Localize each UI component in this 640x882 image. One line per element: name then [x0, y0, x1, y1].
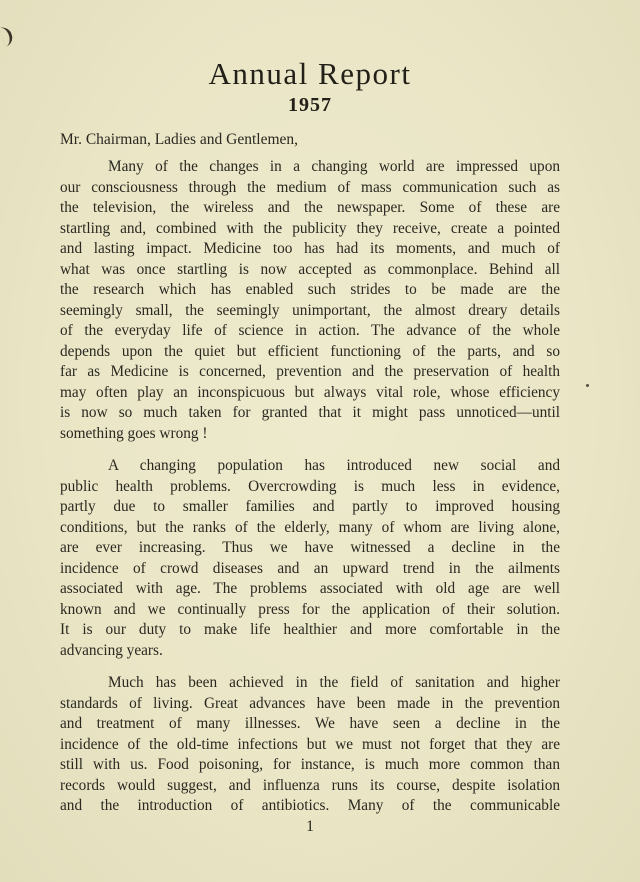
paragraph-line: something goes wrong !	[60, 424, 208, 442]
paragraph-line: startling and, combined with the publicity they receive, create a pointed	[60, 219, 560, 237]
paragraph-line: and the introduction of antibiotics. Many of the communicable	[60, 797, 560, 814]
paragraph-line: A changing population has introduced new social and	[108, 457, 560, 474]
paragraph-3	[60, 673, 560, 817]
paragraph-line: what was once startling is now accepted as commonplace. Behind all	[60, 260, 560, 278]
paragraph-line: may often play an inconspicuous but always vital role, whose efficiency	[60, 383, 560, 401]
paragraph-line: standards of living. Great advances have been made in the prevention	[60, 694, 560, 712]
paragraph-line: public health problems. Overcrowding is much less in evidence,	[60, 477, 560, 495]
paragraph-line: are ever increasing. Thus we have witnessed a decline in the	[60, 539, 560, 556]
report-year: 1957	[288, 94, 332, 116]
paragraph-1	[60, 157, 560, 444]
paragraph-line: seemingly small, the seemingly unimportant, the almost dreary details	[60, 301, 560, 319]
paragraph-line: is now so much taken for granted that it might pass unnoticed—until	[60, 404, 560, 421]
paragraph-line: partly due to smaller families and partly to improved housing	[60, 498, 560, 515]
report-title: Annual Report	[208, 56, 412, 91]
paragraph-line: Many of the changes in a changing world are impressed upon	[108, 158, 560, 175]
salutation: Mr. Chairman, Ladies and Gentlemen,	[60, 131, 299, 148]
paragraph-line: incidence of the old-time infections but we must not forget that they are	[60, 735, 560, 753]
paragraph-line: far as Medicine is concerned, prevention and the preservation of health	[60, 363, 560, 380]
paragraph-line: the research which has enabled such strides to be made are the	[60, 281, 560, 298]
paragraph-line: It is our duty to make life healthier and more comfortable in the	[60, 621, 560, 638]
paragraph-line: depends upon the quiet but efficient functioning of the parts, and so	[60, 342, 560, 360]
paragraph-line: Much has been achieved in the field of sanitation and higher	[108, 674, 560, 691]
paragraph-line: advancing years.	[60, 641, 163, 659]
page-number: 1	[306, 818, 314, 835]
page-corner-mark	[0, 25, 15, 47]
paragraph-line: conditions, but the ranks of the elderly, many of whom are living alone,	[60, 518, 560, 536]
paragraph-line: associated with age. The problems associated with old age are well	[60, 580, 560, 597]
paragraph-line: incidence of crowd diseases and an upward trend in the ailments	[60, 559, 560, 577]
margin-speck	[586, 384, 589, 387]
paragraph-2	[60, 456, 560, 661]
paragraph-line: our consciousness through the medium of mass communication such as	[60, 178, 560, 196]
paragraph-line: and lasting impact. Medicine too has had its moments, and much of	[60, 240, 560, 257]
paragraph-line: and treatment of many illnesses. We have seen a decline in the	[60, 715, 560, 732]
paragraph-line: known and we continually press for the application of their solution.	[60, 600, 560, 618]
paragraph-line: records would suggest, and influenza runs its course, despite isolation	[60, 776, 560, 794]
paragraph-line: still with us. Food poisoning, for instance, is much more common than	[60, 756, 560, 773]
paragraph-line: of the everyday life of science in action. The advance of the whole	[60, 322, 560, 339]
paragraph-line: the television, the wireless and the newspaper. Some of these are	[60, 199, 560, 216]
